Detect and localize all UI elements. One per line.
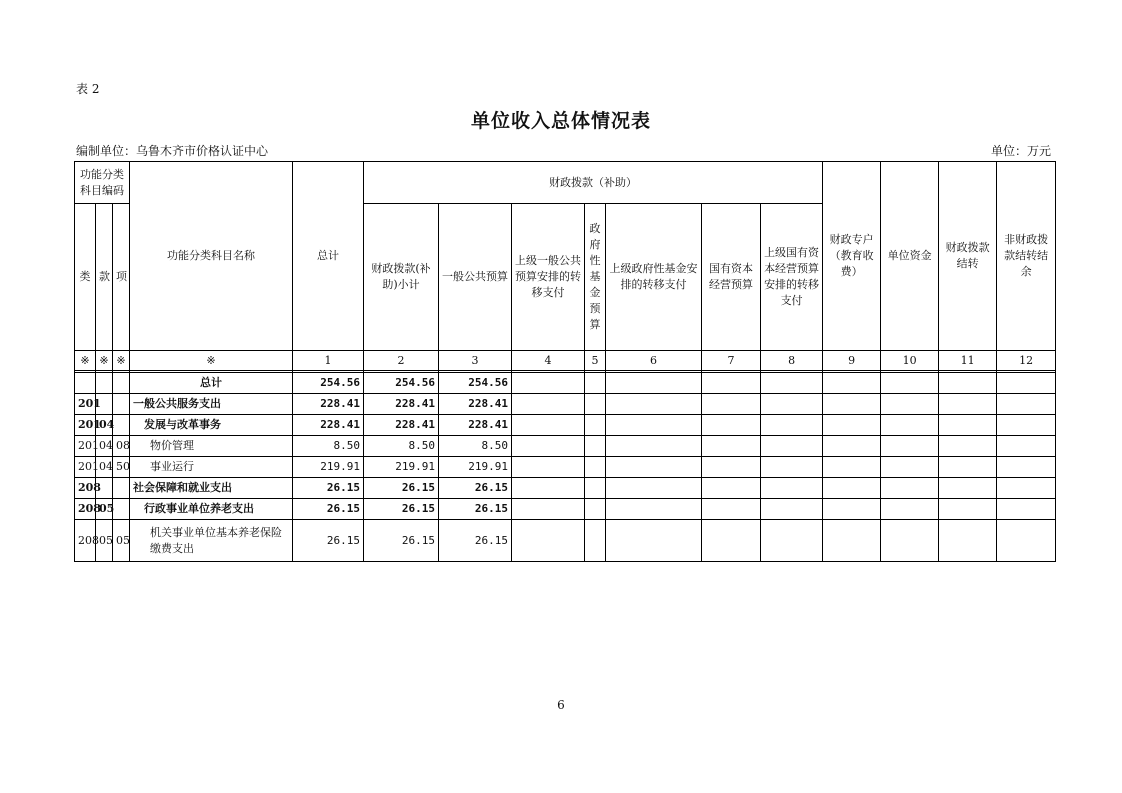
col5-header: 政府性基金预算: [585, 204, 606, 351]
table-row: [75, 415, 1056, 436]
index-cell: ※: [130, 351, 293, 371]
index-cell: 3: [439, 351, 512, 371]
lei-cell: 208: [75, 478, 96, 499]
subtotal-cell: 254.56: [364, 373, 439, 394]
index-row: [75, 351, 1056, 371]
subtotal-cell: 228.41: [364, 415, 439, 436]
col3-header: 一般公共预算: [439, 204, 512, 351]
lei-cell: 201: [75, 436, 96, 457]
name-cell: 事业运行: [130, 457, 293, 478]
kuan-header: 款: [96, 204, 113, 351]
index-cell: 11: [939, 351, 997, 371]
total-cell: 228.41: [293, 415, 364, 436]
index-cell: 4: [512, 351, 585, 371]
col9-header: 财政专户（教育收费）: [823, 162, 881, 351]
general-cell: 219.91: [439, 457, 512, 478]
general-cell: 26.15: [439, 520, 512, 562]
unit-label: 单位：万元: [990, 144, 1051, 158]
xiang-cell: [113, 415, 130, 436]
index-cell: 10: [881, 351, 939, 371]
index-cell: 2: [364, 351, 439, 371]
general-cell: 26.15: [439, 499, 512, 520]
total-cell: 8.50: [293, 436, 364, 457]
subtotal-cell: 26.15: [364, 478, 439, 499]
lei-cell: 201: [75, 457, 96, 478]
name-cell: 社会保障和就业支出: [130, 478, 293, 499]
xiang-cell: 05: [113, 520, 130, 562]
page-number: 6: [557, 698, 565, 712]
lei-cell: 201: [75, 415, 96, 436]
table-row: [75, 499, 1056, 520]
xiang-cell: 50: [113, 457, 130, 478]
kuan-cell: 04: [96, 436, 113, 457]
index-cell: 12: [997, 351, 1056, 371]
general-cell: 26.15: [439, 478, 512, 499]
name-cell: 机关事业单位基本养老保险缴费支出: [130, 520, 293, 562]
xiang-cell: [113, 478, 130, 499]
func-code-header: 功能分类科目编码: [75, 162, 130, 204]
total-header: 总计: [293, 162, 364, 351]
col2-header: 财政拨款(补助)小计: [364, 204, 439, 351]
col6-header: 上级政府性基金安排的转移支付: [606, 204, 702, 351]
index-cell: 8: [761, 351, 823, 371]
xiang-cell: 08: [113, 436, 130, 457]
general-cell: 228.41: [439, 394, 512, 415]
total-cell: 26.15: [293, 520, 364, 562]
index-cell: ※: [75, 351, 96, 371]
general-cell: 254.56: [439, 373, 512, 394]
total-cell: 228.41: [293, 394, 364, 415]
col10-header: 单位资金: [881, 162, 939, 351]
kuan-cell: [96, 373, 113, 394]
index-cell: ※: [113, 351, 130, 371]
income-table: [74, 161, 1056, 562]
index-cell: 9: [823, 351, 881, 371]
xiang-cell: [113, 499, 130, 520]
kuan-cell: 05: [96, 499, 113, 520]
lei-cell: 208: [75, 520, 96, 562]
lei-cell: 201: [75, 394, 96, 415]
xiang-cell: [113, 394, 130, 415]
general-cell: 228.41: [439, 415, 512, 436]
index-cell: 1: [293, 351, 364, 371]
xiang-header: 项: [113, 204, 130, 351]
kuan-cell: 04: [96, 457, 113, 478]
name-cell: 行政事业单位养老支出: [130, 499, 293, 520]
col8-header: 上级国有资本经营预算安排的转移支付: [761, 204, 823, 351]
col4-header: 上级一般公共预算安排的转移支付: [512, 204, 585, 351]
name-cell: 总计: [130, 373, 293, 394]
lei-cell: [75, 373, 96, 394]
name-cell: 发展与改革事务: [130, 415, 293, 436]
table-row: [75, 394, 1056, 415]
index-cell: ※: [96, 351, 113, 371]
header-row-1: [75, 162, 1056, 204]
table-row: [75, 373, 1056, 394]
index-cell: 6: [606, 351, 702, 371]
table-tag: 表 2: [76, 82, 100, 96]
name-cell: 一般公共服务支出: [130, 394, 293, 415]
index-cell: 5: [585, 351, 606, 371]
col12-header: 非财政拨款结转结余: [997, 162, 1056, 351]
subtotal-cell: 228.41: [364, 394, 439, 415]
col11-header: 财政拨款结转: [939, 162, 997, 351]
xiang-cell: [113, 373, 130, 394]
table-row: [75, 478, 1056, 499]
subtotal-cell: 8.50: [364, 436, 439, 457]
subtotal-cell: 26.15: [364, 520, 439, 562]
table-row: [75, 436, 1056, 457]
kuan-cell: 04: [96, 415, 113, 436]
lei-header: 类: [75, 204, 96, 351]
total-cell: 219.91: [293, 457, 364, 478]
table-row: [75, 520, 1056, 562]
lei-cell: 208: [75, 499, 96, 520]
index-cell: 7: [702, 351, 761, 371]
table-row: [75, 457, 1056, 478]
page-title: 单位收入总体情况表: [470, 110, 651, 132]
name-cell: 物价管理: [130, 436, 293, 457]
subtotal-cell: 26.15: [364, 499, 439, 520]
col7-header: 国有资本经营预算: [702, 204, 761, 351]
fiscal-group-header: 财政拨款（补助）: [364, 162, 823, 204]
total-cell: 26.15: [293, 499, 364, 520]
kuan-cell: 05: [96, 520, 113, 562]
total-cell: 26.15: [293, 478, 364, 499]
subtotal-cell: 219.91: [364, 457, 439, 478]
general-cell: 8.50: [439, 436, 512, 457]
func-name-header: 功能分类科目名称: [130, 162, 293, 351]
total-cell: 254.56: [293, 373, 364, 394]
org-label: 编制单位：乌鲁木齐市价格认证中心: [76, 144, 269, 158]
